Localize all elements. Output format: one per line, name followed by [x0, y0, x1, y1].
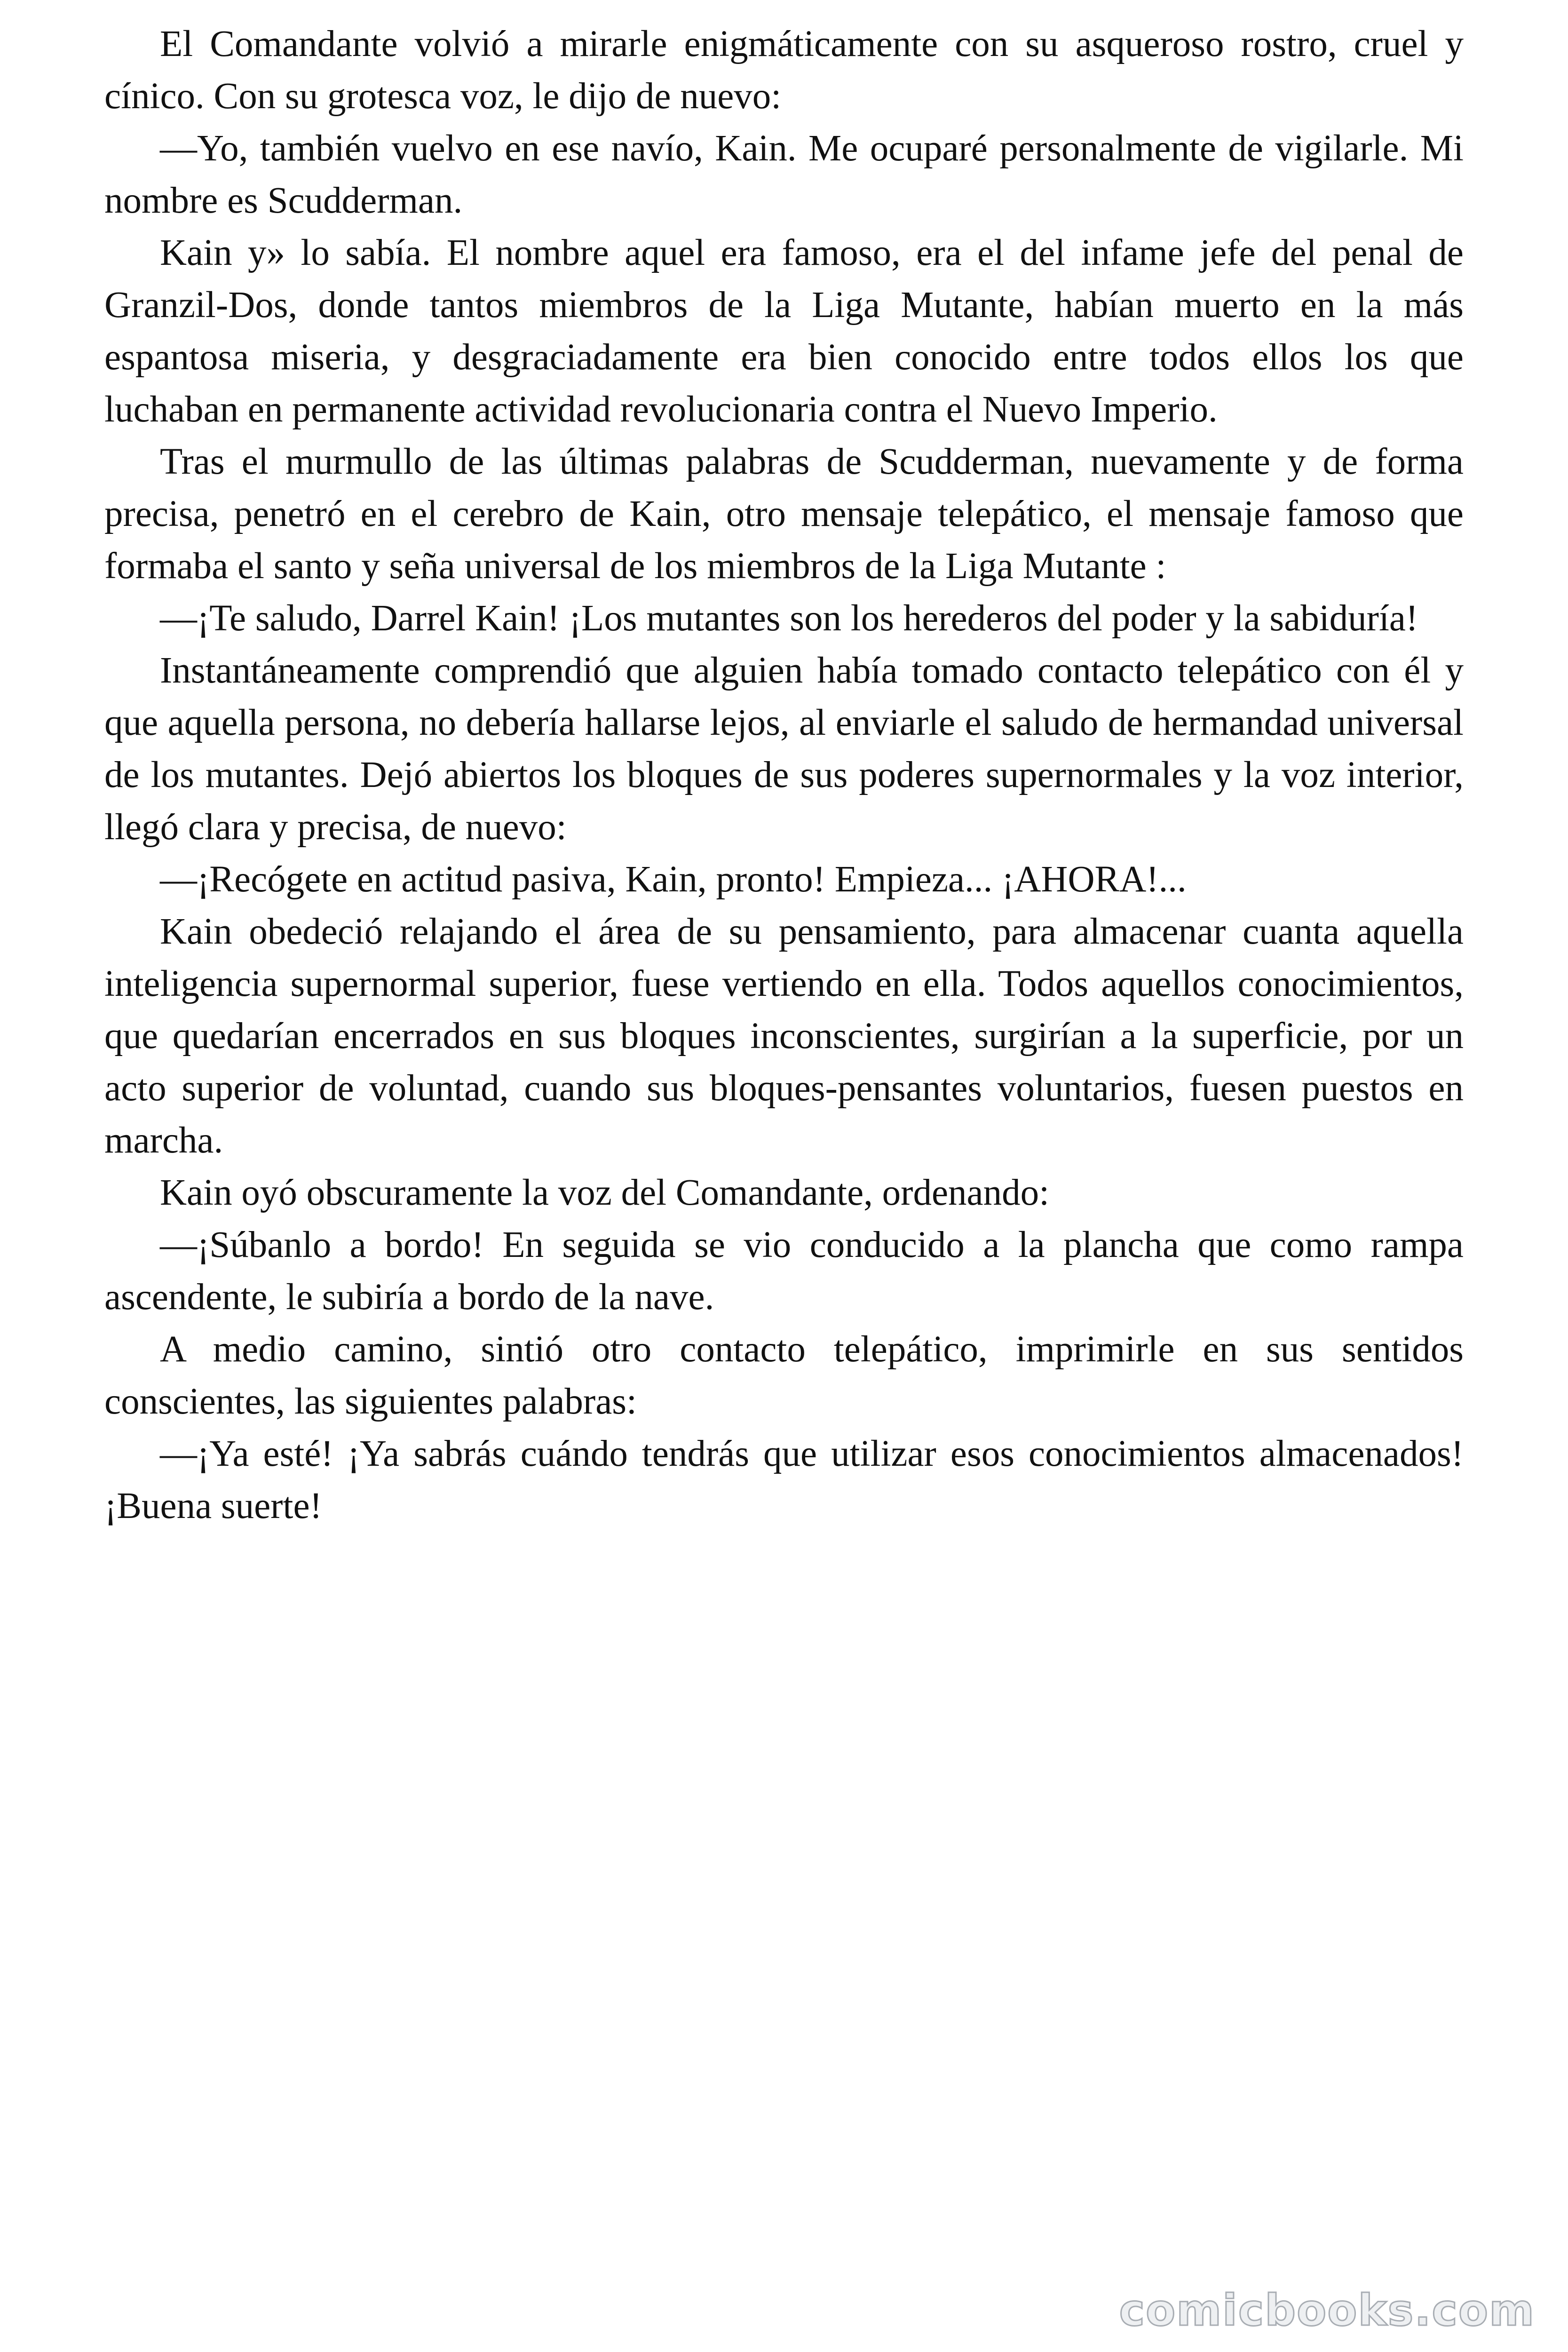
paragraph-7: —¡Recógete en actitud pasiva, Kain, pronto! Empieza... ¡AHORA!...: [160, 859, 1187, 900]
paragraph-11: A medio camino, sintió otro contacto telepático, imprimirle en sus sentidos conscientes, las siguientes palabras:: [104, 1329, 1464, 1422]
paragraph-4: Tras el murmullo de las últimas palabras de Scudderman, nuevamente y de forma precisa, penetró en el cerebro de Kain, otro mensaje telepático, el mensaje famoso que formaba el santo y seña universal de los miembros de la Liga Mutante :: [104, 441, 1464, 587]
paragraph-6: Instantáneamente comprendió que alguien había tomado contacto telepático con él y que aquella persona, no debería hallarse lejos, al enviarle el saludo de hermandad universal de los mutantes. Dejó abiertos los bloques de sus poderes supernormales y la voz interior, llegó clara y precisa, de nuevo:: [104, 650, 1464, 848]
paragraph-2: —Yo, también vuelvo en ese navío, Kain. Me ocuparé personalmente de vigilarle. Mi nombre es Scudderman.: [104, 128, 1464, 221]
paragraph-1: El Comandante volvió a mirarle enigmáticamente con su asqueroso rostro, cruel y cínico. Con su grotesca voz, le dijo de nuevo:: [104, 24, 1464, 117]
paragraph-12: —¡Ya esté! ¡Ya sabrás cuándo tendrás que utilizar esos conocimientos almacenados! ¡Buena suerte!: [104, 1433, 1464, 1526]
paragraph-10: —¡Súbanlo a bordo! En seguida se vio conducido a la plancha que como rampa ascendente, le subiría a bordo de la nave.: [104, 1224, 1464, 1318]
paragraph-5: —¡Te saludo, Darrel Kain! ¡Los mutantes son los herederos del poder y la sabiduría!: [160, 598, 1418, 639]
body-text: [104, 18, 1464, 1532]
watermark-logo: comicbooks.com: [1119, 2285, 1535, 2336]
paragraph-8: Kain obedeció relajando el área de su pensamiento, para almacenar cuanta aquella inteligencia supernormal superior, fuese vertiendo en ella. Todos aquellos conocimientos, que quedarían encerrados en sus bloques inconscientes, surgirían a la superficie, por un acto superior de voluntad, cuando sus bloques-pensantes voluntarios, fuesen puestos en marcha.: [104, 911, 1464, 1161]
paragraph-9: Kain oyó obscuramente la voz del Comandante, ordenando:: [160, 1172, 1050, 1213]
paragraph-3: Kain y» lo sabía. El nombre aquel era famoso, era el del infame jefe del penal de Granzil-Dos, donde tantos miembros de la Liga Mutante, habían muerto en la más espantosa miseria, y desgraciadamente era bien conocido entre todos ellos los que luchaban en permanente actividad revolucionaria contra el Nuevo Imperio.: [104, 232, 1464, 430]
